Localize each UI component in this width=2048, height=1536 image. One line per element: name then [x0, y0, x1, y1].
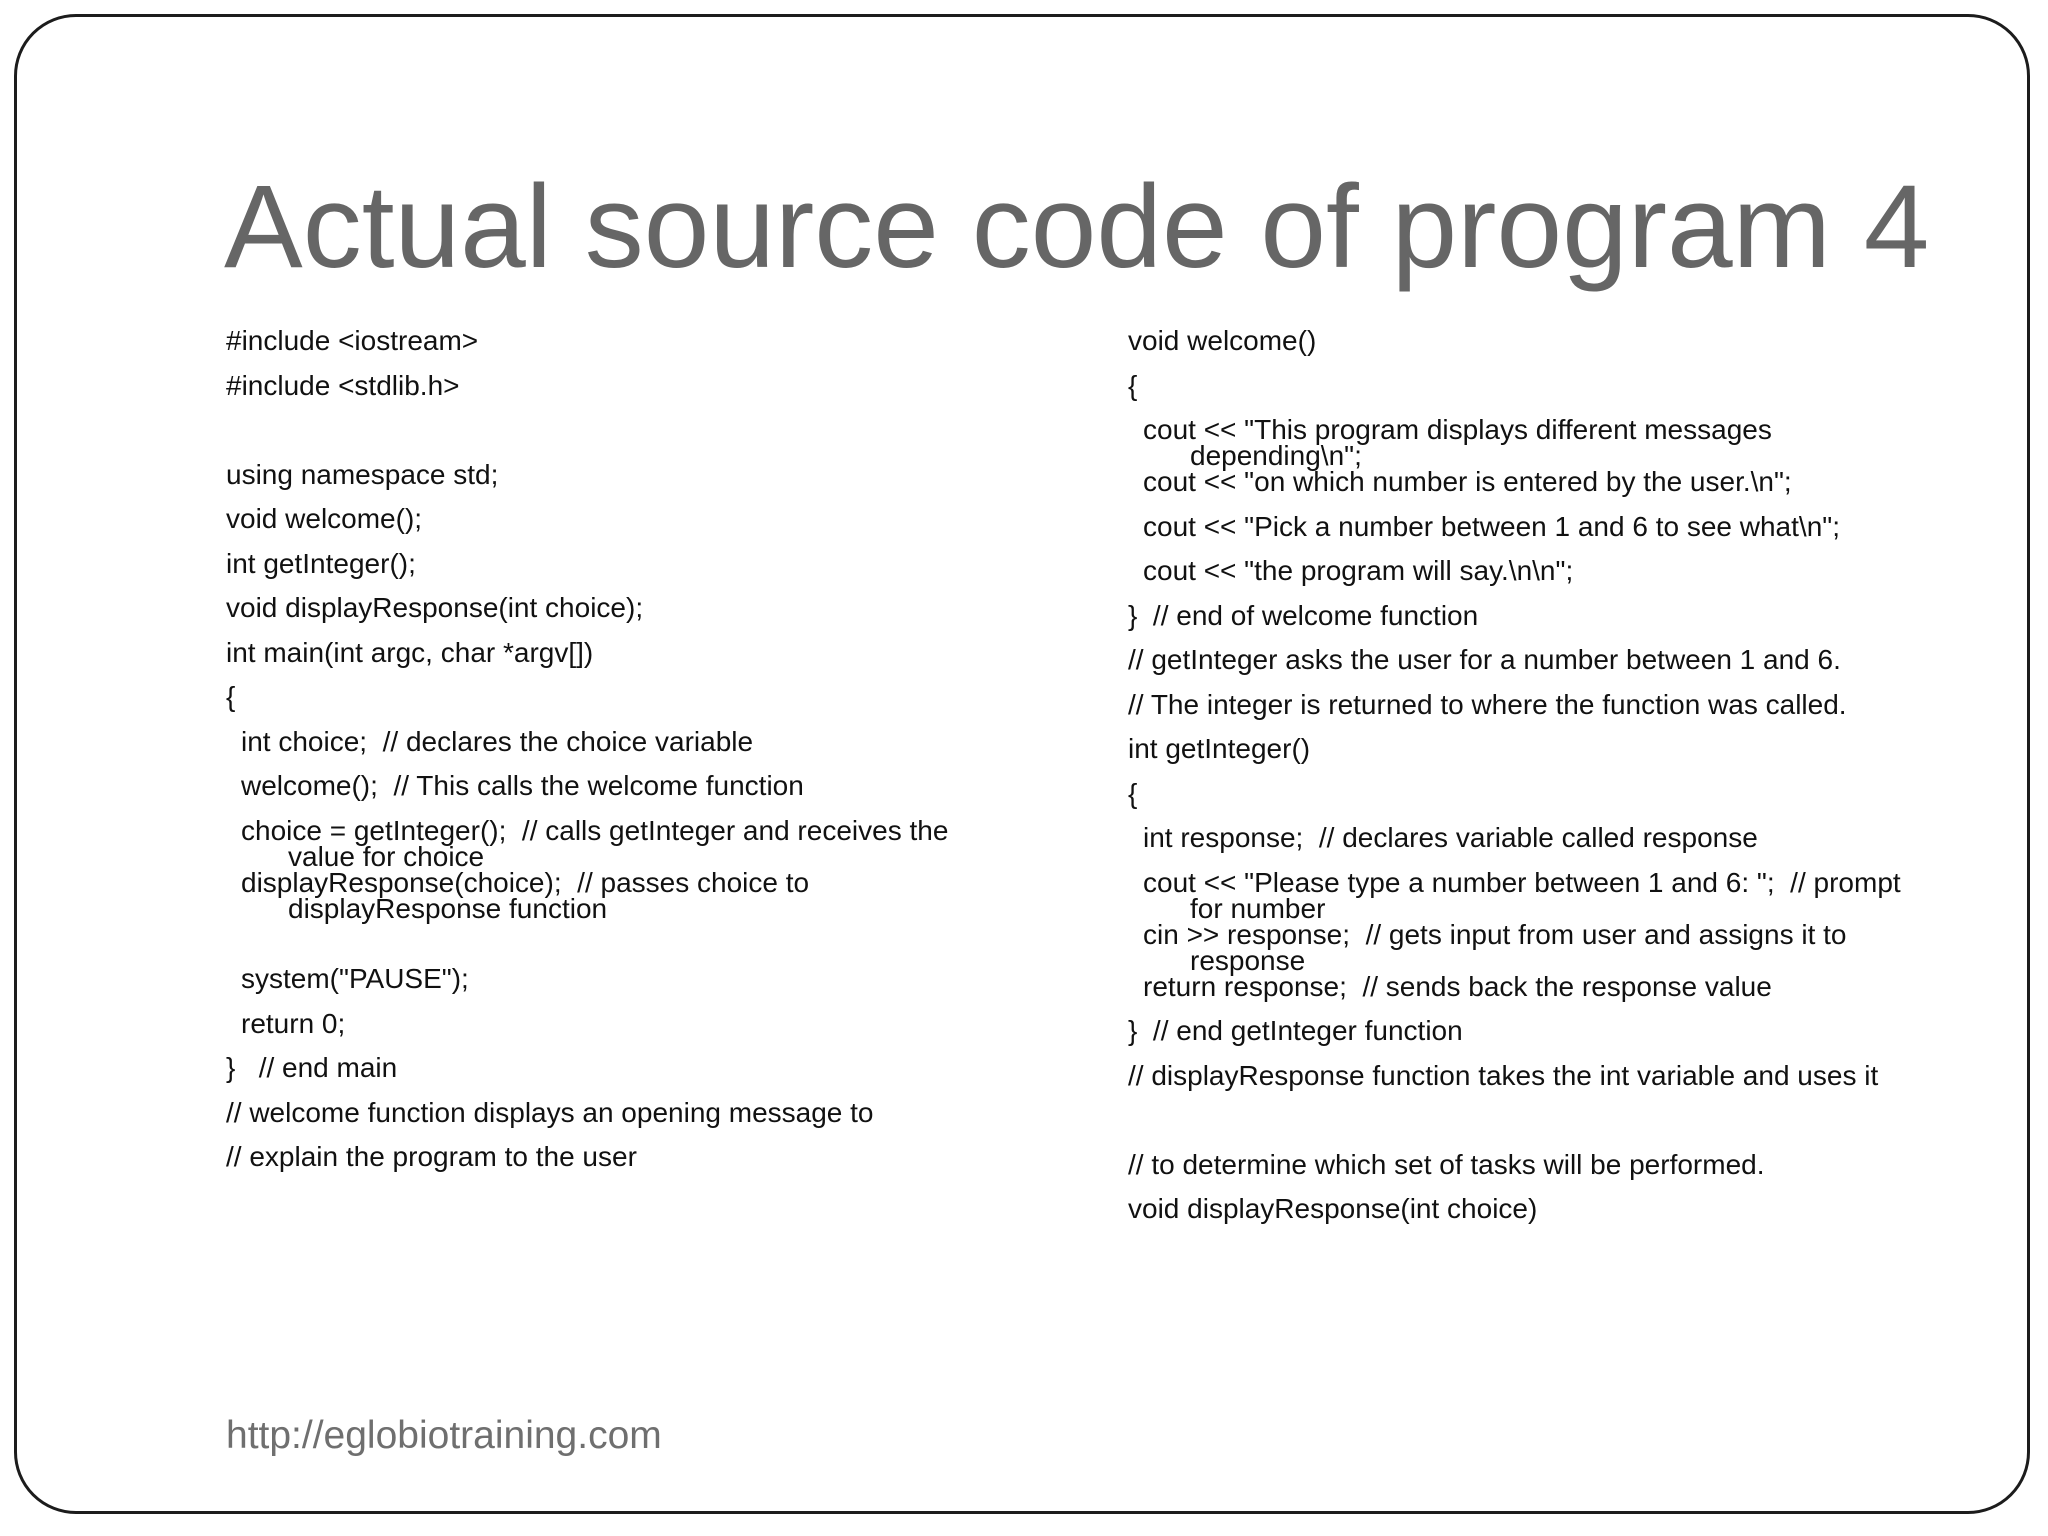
code-line-text: int main(int argc, char *argv[]) [226, 636, 594, 668]
code-line-text: system("PAUSE"); [241, 963, 469, 994]
code-line [1128, 1015, 1928, 1063]
code-line [226, 1096, 1026, 1145]
code-line [226, 636, 1026, 685]
code-line [226, 458, 1026, 507]
code-line-text: #include <stdlib.h> [226, 369, 460, 401]
code-line [1128, 555, 1928, 603]
code-line-text: { [1128, 777, 1138, 809]
code-line [1128, 733, 1928, 781]
code-line-text: void displayResponse(int choice); [226, 592, 644, 623]
code-line-text: cout << "Please type a number between 1 and 6: "; // prompt [1143, 866, 1901, 898]
code-line-text: using namespace std; [226, 458, 499, 490]
code-line-text: #include <iostream> [226, 325, 479, 356]
code-line-text: } // end getInteger function [1128, 1015, 1463, 1046]
code-line [1128, 369, 1928, 418]
code-line-text: cout << "Pick a number between 1 and 6 to see what\n"; [1143, 510, 1840, 542]
code-line-text: cin >> response; // gets input from user and assigns it to [1143, 918, 1847, 950]
code-line [226, 814, 1026, 872]
code-line [226, 547, 1026, 596]
code-line [1128, 918, 1928, 976]
code-line-continuation: response [1190, 944, 1306, 976]
code-line [1128, 1059, 1928, 1108]
code-line-text: void displayResponse(int choice) [1128, 1193, 1538, 1224]
footer-url: http://eglobiotraining.com [226, 1414, 662, 1457]
code-line-text: return response; // sends back the response value [1143, 970, 1772, 1002]
code-line [1128, 1148, 1928, 1197]
code-line [1128, 510, 1928, 559]
code-line [1128, 688, 1928, 737]
code-line [226, 1141, 1026, 1189]
code-line [1128, 970, 1928, 1019]
code-line [1128, 325, 1928, 373]
code-line-text: // to determine which set of tasks will be performed. [1128, 1148, 1765, 1180]
code-line-text: // The integer is returned to where the function was called. [1128, 688, 1847, 720]
code-line-text: void welcome() [1128, 325, 1317, 356]
code-line [1128, 1107, 1928, 1152]
code-line [1128, 822, 1928, 870]
code-line-text: { [226, 681, 236, 712]
code-line-text: // displayResponse function takes the int variable and uses it [1128, 1059, 1879, 1091]
code-line [226, 417, 1026, 462]
code-line-text: cout << "the program will say.\n\n"; [1143, 555, 1574, 586]
code-line-text: void welcome(); [226, 503, 423, 534]
code-column-right [1128, 325, 1928, 1241]
code-line-text: choice = getInteger(); // calls getInteger and receives the [241, 814, 949, 846]
code-line [226, 325, 1026, 373]
code-line-text: welcome(); // This calls the welcome function [241, 770, 804, 801]
code-line-continuation: displayResponse function [288, 892, 608, 924]
code-line-text: } // end main [226, 1052, 398, 1083]
code-line-continuation: depending\n"; [1190, 440, 1362, 471]
code-line [1128, 644, 1928, 692]
code-line [226, 503, 1026, 551]
code-line [1128, 414, 1928, 471]
code-line-text: int getInteger() [1128, 733, 1311, 764]
code-line-text: // welcome function displays an opening message to [226, 1096, 874, 1128]
code-line-text: // explain the program to the user [226, 1141, 637, 1172]
code-line [226, 592, 1026, 640]
code-line [226, 369, 1026, 418]
code-line [226, 1007, 1026, 1056]
code-line-text: } // end of welcome function [1128, 599, 1479, 631]
code-line-text: int choice; // declares the choice variable [241, 725, 754, 757]
code-line-text: cout << "on which number is entered by the user.\n"; [1143, 466, 1792, 497]
code-line [226, 866, 1026, 924]
code-line [226, 922, 1026, 967]
code-line-text: displayResponse(choice); // passes choice to [241, 866, 810, 898]
code-line [226, 681, 1026, 729]
code-line [1128, 777, 1928, 826]
code-line-text: // getInteger asks the user for a number between 1 and 6. [1128, 644, 1841, 675]
code-line [1128, 466, 1928, 514]
code-line [226, 963, 1026, 1011]
code-line-continuation: for number [1190, 892, 1326, 924]
code-line-text: return 0; [241, 1007, 346, 1039]
code-line [226, 1052, 1026, 1100]
code-line [1128, 599, 1928, 648]
code-line [226, 770, 1026, 818]
code-line [1128, 1193, 1928, 1241]
code-line-continuation: value for choice [288, 840, 485, 872]
code-line-text: int getInteger(); [226, 547, 416, 579]
code-line-text: cout << "This program displays different messages [1143, 414, 1772, 445]
code-line-text: { [1128, 369, 1138, 401]
code-line-text: int response; // declares variable called response [1143, 822, 1758, 853]
code-column-left [226, 325, 1026, 1189]
code-line [1128, 866, 1928, 924]
code-line [226, 725, 1026, 774]
slide-title: Actual source code of program 4 [224, 161, 1930, 293]
